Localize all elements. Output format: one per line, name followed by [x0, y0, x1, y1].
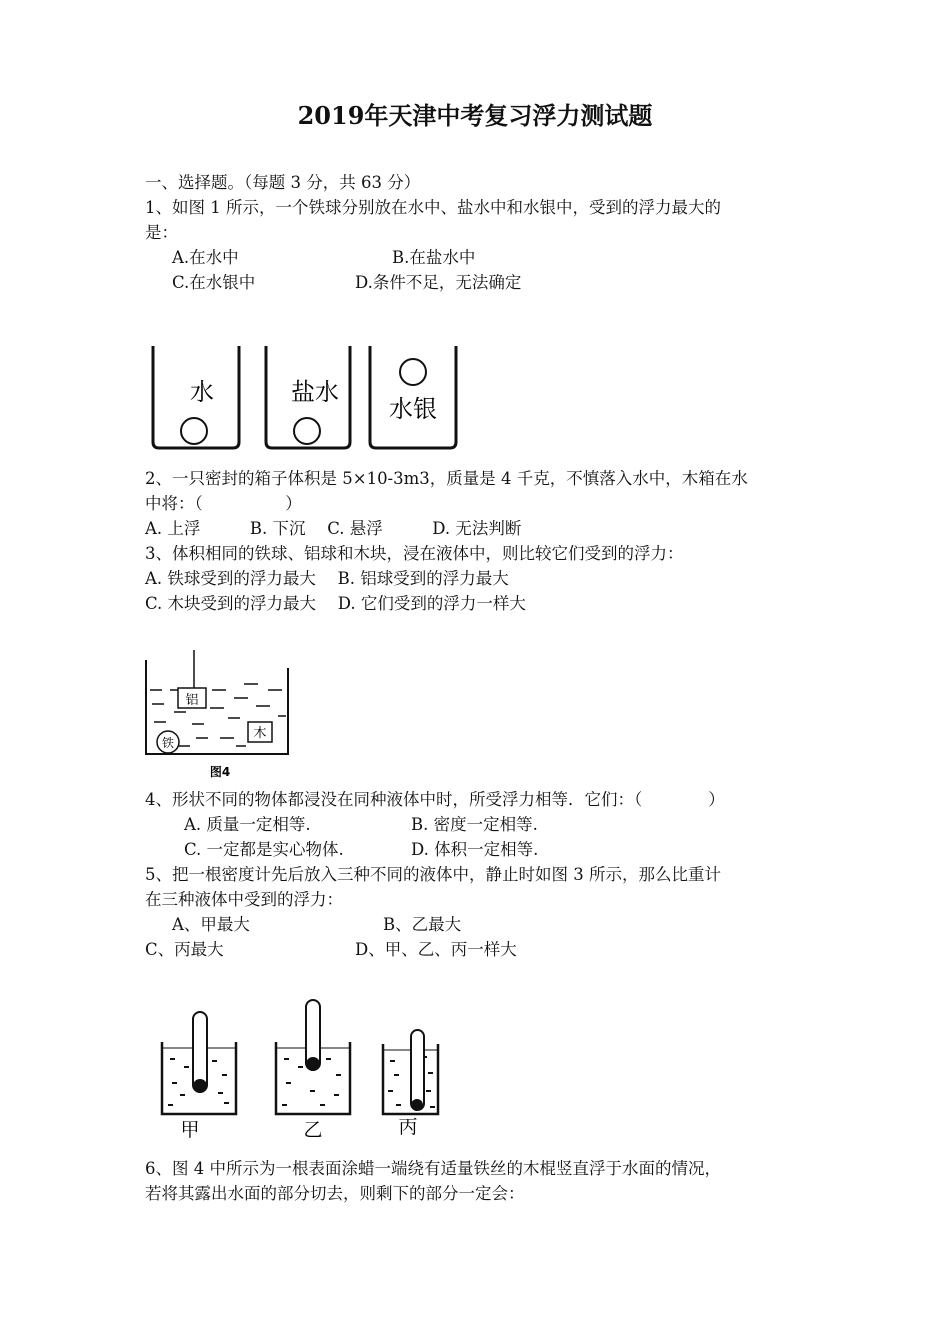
q4-option-a: A. 质量一定相等.: [184, 815, 311, 834]
fig4-label-wood: 木: [253, 726, 267, 741]
q4-option-b: B. 密度一定相等.: [411, 815, 538, 834]
q5-option-a: A、甲最大: [172, 915, 250, 934]
q1-option-c: C.在水银中: [172, 273, 256, 292]
iron-ball-in-water: [181, 418, 207, 444]
q1-stem-line2: 是：: [145, 223, 178, 242]
q5-stem-line1: 5、把一根密度计先后放入三种不同的液体中，静止时如图 3 所示，那么比重计: [145, 865, 721, 884]
q1-option-d: D.条件不足，无法确定: [355, 273, 522, 292]
q5-option-b: B、乙最大: [383, 915, 462, 934]
q5-option-d: D、甲、乙、丙一样大: [355, 940, 517, 959]
iron-ball-in-mercury: [400, 359, 426, 385]
q1-stem-line1: 1、如图 1 所示，一个铁球分别放在水中、盐水中和水银中，受到的浮力最大的: [145, 198, 721, 217]
page-title: 2019年天津中考复习浮力测试题: [297, 101, 653, 130]
q1-option-b: B.在盐水中: [392, 248, 476, 267]
fig1-label-mercury: 水银: [389, 395, 437, 423]
fig3-label-yi: 乙: [303, 1119, 323, 1141]
figure-3-hydrometers: [150, 994, 450, 1144]
section-heading: 一、选择题。（每题 3 分，共 63 分）: [145, 173, 421, 192]
q5-option-c: C、丙最大: [145, 940, 224, 959]
q3-options-row1: A. 铁球受到的浮力最大 B. 铝球受到的浮力最大: [145, 569, 509, 588]
q6-stem-line1: 6、图 4 中所示为一根表面涂蜡一端绕有适量铁丝的木棍竖直浮于水面的情况，: [145, 1159, 721, 1178]
q4-option-c: C. 一定都是实心物体.: [184, 840, 344, 859]
hydrometer-bing: [411, 1030, 424, 1110]
q2-stem-line2: 中将：（ ）: [145, 494, 302, 513]
q2-stem-line1: 2、一只密封的箱子体积是 5×10-3m3，质量是 4 千克，不慎落入水中，木箱在水: [145, 469, 748, 488]
q4-option-d: D. 体积一定相等.: [411, 840, 539, 859]
q3-options-row2: C. 木块受到的浮力最大 D. 它们受到的浮力一样大: [145, 594, 526, 613]
q3-stem: 3、体积相同的铁球、铝球和木块，浸在液体中，则比较它们受到的浮力：: [145, 544, 684, 563]
fig4-caption: 图4: [209, 765, 231, 779]
q6-stem-line2: 若将其露出水面的部分切去，则剩下的部分一定会：: [145, 1184, 525, 1203]
fig3-label-jia: 甲: [180, 1119, 200, 1141]
fig3-label-bing: 丙: [398, 1116, 418, 1138]
fig1-label-brine: 盐水: [291, 378, 339, 406]
q2-options: A. 上浮 B. 下沉 C. 悬浮 D. 无法判断: [145, 519, 522, 538]
fig4-label-iron: 铁: [161, 736, 175, 750]
figure-4-immersed-objects: [140, 646, 300, 781]
q4-stem: 4、形状不同的物体都浸没在同种液体中时，所受浮力相等．它们：（ ）: [145, 790, 725, 809]
q5-stem-line2: 在三种液体中受到的浮力：: [145, 890, 343, 909]
iron-ball-in-brine: [294, 418, 320, 444]
figure-1-beakers: [145, 338, 465, 454]
q1-option-a: A.在水中: [172, 248, 239, 267]
fig1-label-water: 水: [190, 378, 214, 406]
fig4-label-aluminum: 铝: [185, 693, 199, 708]
